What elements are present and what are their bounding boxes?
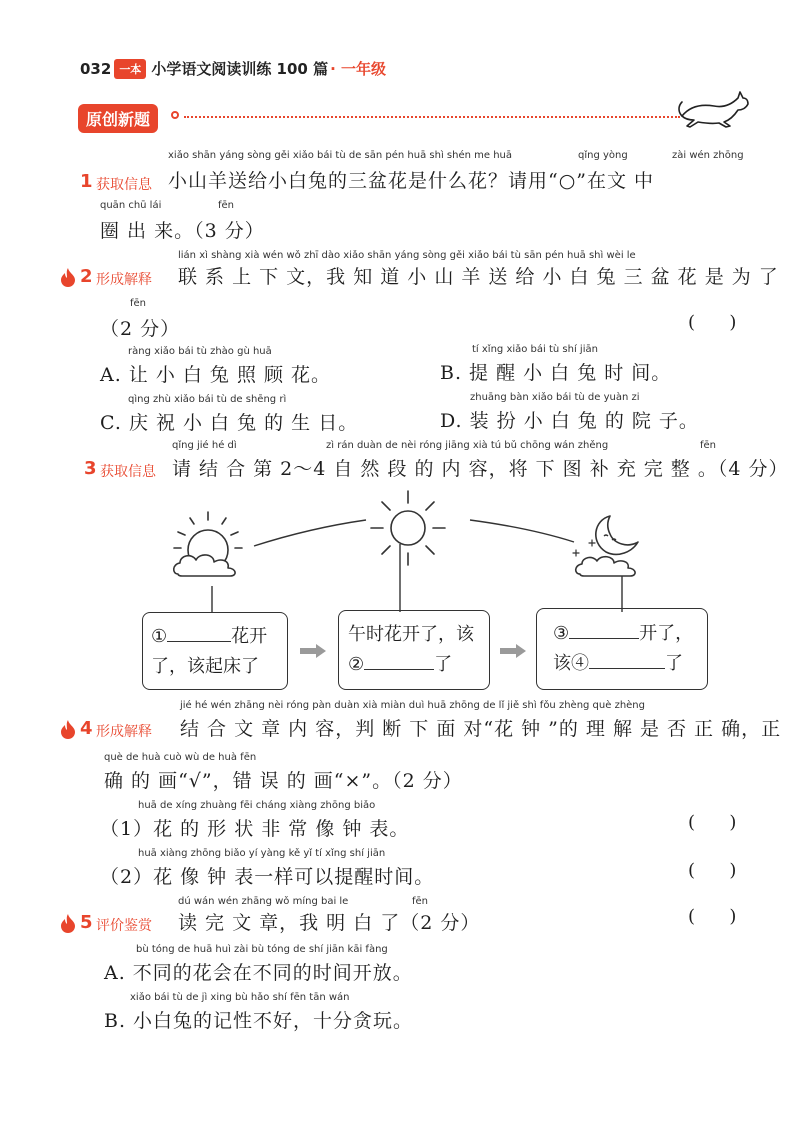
badge-dot-icon	[171, 111, 179, 119]
page-header	[80, 58, 386, 79]
q5-pinyin-1b: fēn	[412, 896, 429, 907]
q5-pinyin-1: dú wán wén zhāng wǒ míng bai le	[178, 896, 349, 907]
q4-number: 4	[80, 718, 93, 739]
q2-answer-paren[interactable]: ( )	[688, 312, 737, 333]
q2-option-d-pinyin: zhuāng bàn xiǎo bái tù de yuàn zi	[470, 392, 640, 403]
q2-option-c[interactable]: C. 庆 祝 小 白 兔 的 生 日。	[100, 412, 359, 434]
q3-line-1: 请 结 合 第 2～4 自 然 段 的 内 容，将 下 图 补 充 完 整 。（4 分）	[172, 458, 789, 480]
q2-option-c-pinyin: qìng zhù xiǎo bái tù de shēng rì	[128, 394, 287, 405]
q2-option-a-pinyin: ràng xiǎo bái tù zhào gù huā	[128, 346, 272, 357]
q4-item-1-pinyin: huā de xíng zhuàng fēi cháng xiàng zhōng biǎo	[138, 800, 376, 811]
q1-pinyin-1c: zài wén zhōng	[672, 150, 744, 161]
q5-line-1: 读 完 文 章，我 明 白 了（2 分）	[178, 912, 481, 934]
blank-4-label: 该④	[553, 653, 589, 674]
arrow-right-icon	[298, 643, 328, 659]
q5-number: 5	[80, 912, 93, 933]
box2-text-c: 了	[434, 654, 453, 675]
q4-pinyin-1: jié hé wén zhāng nèi róng pàn duàn xià miàn duì huā zhōng de lǐ jiě shì fǒu zhèng què zhèng	[180, 700, 645, 711]
q4-item-2: （2）花 像 钟 表一样可以提醒时间。	[100, 866, 435, 888]
q2-number: 2	[80, 266, 93, 287]
q1-pinyin-2b: fēn	[218, 200, 235, 211]
grade-label: · 一年级	[330, 60, 386, 78]
q3-pinyin-1b: zì rán duàn de nèi róng jiāng xià tú bǔ chōng wán zhěng	[326, 440, 609, 451]
box1-text-c: 了，该起床了	[151, 656, 259, 677]
box2-text-a: 午时花开了，该	[348, 624, 474, 645]
moon-icon	[570, 510, 650, 580]
q1-line-1: 小山羊送给小白兔的三盆花是什么花？请用“○”在文 中	[168, 170, 655, 192]
q1-line-2: 圈 出 来。（3 分）	[100, 220, 265, 242]
blank-2-label: ②	[348, 654, 365, 675]
q2-option-a[interactable]: A. 让 小 白 兔 照 顾 花。	[100, 364, 332, 386]
q5-answer-paren[interactable]: ( )	[688, 906, 737, 927]
q4-pinyin-2: què de huà cuò wù de huà fēn	[104, 752, 257, 763]
q4-line-1: 结 合 文 章 内 容，判 断 下 面 对“花 钟 ”的 理 解 是 否 正 确，正	[180, 718, 782, 740]
q3-number: 3	[84, 458, 97, 479]
morning-sun-icon	[168, 508, 252, 582]
q1-pinyin-1b: qǐng yòng	[578, 150, 628, 161]
q2-option-b[interactable]: B. 提 醒 小 白 兔 时 间。	[440, 362, 672, 384]
book-title: 小学语文阅读训练 100 篇	[151, 60, 329, 78]
blank-1-label: ①	[151, 626, 168, 647]
q4-tag: 形成解释	[96, 724, 152, 740]
q2-line-2: （2 分）	[100, 318, 181, 340]
q5-tag: 评价鉴赏	[96, 918, 152, 934]
q4-item-1-paren[interactable]: ( )	[688, 812, 737, 833]
flame-icon	[60, 720, 76, 739]
box3-text-b: 开了，	[639, 623, 694, 644]
section-badge: 原创新题	[78, 104, 158, 133]
q2-option-d[interactable]: D. 装 扮 小 白 兔 的 院 子。	[440, 410, 699, 432]
page-number: 032	[80, 59, 112, 78]
arrow-right-icon	[498, 643, 528, 659]
q3-pinyin-1c: fēn	[700, 440, 717, 451]
q1-pinyin-2: quān chū lái	[100, 200, 162, 211]
blank-3-label: ③	[553, 623, 570, 644]
flame-icon	[60, 914, 76, 933]
q4-item-2-paren[interactable]: ( )	[688, 860, 737, 881]
q4-item-2-pinyin: huā xiàng zhōng biǎo yí yàng kě yǐ tí xǐng shí jiān	[138, 848, 386, 859]
q1-pinyin-1: xiǎo shān yáng sòng gěi xiǎo bái tù de sān pén huā shì shén me huā	[168, 150, 512, 161]
diagram-box-night	[536, 608, 708, 690]
noon-sun-icon	[368, 488, 448, 568]
blank-4[interactable]	[589, 650, 665, 669]
flame-icon	[60, 268, 76, 287]
q4-item-1: （1）花 的 形 状 非 常 像 钟 表。	[100, 818, 410, 840]
box1-text-b: 花开	[231, 626, 268, 647]
box3-text-d: 了	[665, 653, 683, 674]
q3-tag: 获取信息	[100, 464, 156, 480]
q2-line-1: 联 系 上 下 文，我 知 道 小 山 羊 送 给 小 白 兔 三 盆 花 是 为 了	[178, 266, 779, 288]
blank-1[interactable]	[167, 623, 231, 642]
q2-pinyin-2: fēn	[130, 298, 147, 309]
q2-pinyin-1: lián xì shàng xià wén wǒ zhī dào xiǎo shān yáng sòng gěi xiǎo bái tù sān pén huā shì wèi le	[178, 250, 636, 261]
q5-option-a[interactable]: A. 不同的花会在不同的时间开放。	[104, 962, 413, 984]
q3-pinyin-1: qǐng jié hé dì	[172, 440, 237, 451]
q2-tag: 形成解释	[96, 272, 152, 288]
diagram-box-noon	[338, 610, 490, 690]
section-divider	[184, 116, 680, 118]
q4-line-2: 确 的 画“√”，错 误 的 画“×”。（2 分）	[104, 770, 463, 792]
q1-tag: 获取信息	[96, 177, 152, 193]
q2-option-b-pinyin: tí xǐng xiǎo bái tù shí jiān	[472, 344, 598, 355]
q5-option-b-pinyin: xiǎo bái tù de jì xing bù hǎo shí fēn tān wán	[130, 992, 350, 1003]
blank-2[interactable]	[364, 651, 434, 670]
diagram-box-morning	[142, 612, 288, 690]
brand-tag: 一本	[114, 59, 146, 79]
blank-3[interactable]	[569, 620, 639, 639]
q5-option-a-pinyin: bù tóng de huā huì zài bù tóng de shí jiān kāi fàng	[136, 944, 388, 955]
q1-number: 1	[80, 171, 93, 192]
cat-icon	[676, 86, 752, 130]
q5-option-b[interactable]: B. 小白兔的记性不好，十分贪玩。	[104, 1010, 414, 1032]
